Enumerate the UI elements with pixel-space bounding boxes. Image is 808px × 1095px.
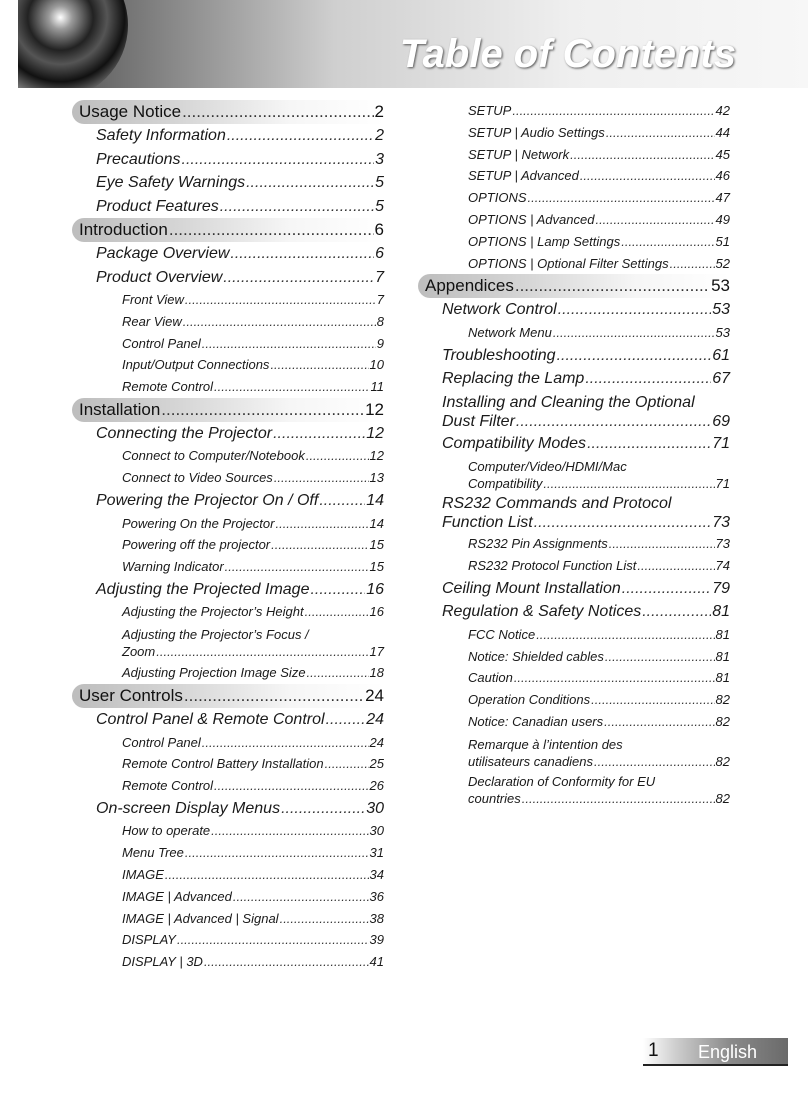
- toc-entry-page: 8: [376, 313, 384, 329]
- toc-entry-page: 16: [369, 604, 384, 620]
- toc-entry-page: 13: [369, 470, 384, 486]
- toc-entry-label: Operation Conditions: [468, 692, 591, 708]
- dot-leader: [528, 187, 715, 209]
- toc-entry-page: 5: [375, 197, 384, 215]
- toc-entry-label-line1: Declaration of Conformity for EU: [468, 773, 656, 789]
- dot-leader: [275, 513, 368, 535]
- toc-entry[interactable]: [72, 354, 384, 376]
- toc-entry-label: Dust Filter: [442, 412, 515, 430]
- toc-entry[interactable]: [418, 689, 730, 711]
- toc-entry[interactable]: [72, 951, 384, 973]
- toc-entry-label: SETUP | Network: [468, 146, 570, 162]
- toc-entry-label: Product Overview: [96, 268, 223, 286]
- dot-leader: [670, 253, 715, 275]
- toc-entry-page: 42: [715, 103, 730, 118]
- toc-entry-page: 30: [369, 823, 384, 839]
- toc-entry-page: 82: [715, 713, 730, 729]
- dot-leader: [169, 218, 374, 242]
- dot-leader: [161, 398, 364, 422]
- toc-entry-page: 31: [369, 845, 384, 861]
- toc-entry[interactable]: [72, 578, 384, 602]
- toc-entry-label: FCC Notice: [468, 626, 536, 642]
- toc-entry-label-line1: Adjusting the Projector’s Focus /: [122, 627, 309, 643]
- dot-leader: [606, 122, 715, 144]
- toc-entry[interactable]: [72, 489, 384, 513]
- toc-entry[interactable]: [418, 298, 730, 322]
- toc-column-left: [72, 100, 384, 973]
- toc-entry-label-line1: RS232 Commands and Protocol: [442, 495, 672, 513]
- dot-leader: [307, 662, 369, 684]
- toc-entry-label: Adjusting the Projected Image: [96, 580, 310, 598]
- toc-entry-page: 3: [375, 150, 384, 168]
- dot-leader: [621, 231, 714, 253]
- toc-entry[interactable]: [72, 820, 384, 842]
- toc-entry[interactable]: [418, 144, 730, 166]
- toc-entry-page: 7: [375, 268, 384, 286]
- toc-entry-page: 81: [715, 648, 730, 664]
- toc-entry-label: IMAGE | Advanced: [122, 888, 232, 904]
- toc-entry-label: DISPLAY: [122, 932, 176, 948]
- toc-entry-page: 36: [369, 888, 384, 904]
- toc-entry-label: Notice: Shielded cables: [468, 648, 604, 664]
- toc-entry-multiline[interactable]: [418, 736, 730, 770]
- toc-entry-page: 14: [366, 492, 384, 510]
- toc-entry-label: Installation: [79, 399, 161, 419]
- toc-entry-page: 7: [376, 292, 384, 307]
- toc-entry[interactable]: [418, 600, 730, 624]
- dot-leader: [280, 908, 369, 930]
- toc-entry-page: 2: [374, 102, 384, 121]
- toc-entry-page: 11: [370, 379, 384, 395]
- dot-leader: [604, 711, 714, 733]
- toc-section[interactable]: [72, 218, 384, 242]
- toc-entry-label: Compatibility Modes: [442, 434, 587, 452]
- toc-entry-page: 53: [712, 301, 730, 319]
- toc-entry-page: 24: [369, 734, 384, 750]
- toc-entry[interactable]: [468, 475, 730, 492]
- dot-leader: [184, 684, 364, 708]
- toc-entry[interactable]: [72, 929, 384, 951]
- toc-entry-label: Remote Control: [122, 379, 214, 395]
- toc-entry[interactable]: [72, 732, 384, 754]
- toc-entry[interactable]: [72, 376, 384, 398]
- toc-entry-label: Package Overview: [96, 245, 230, 262]
- toc-entry[interactable]: [72, 797, 384, 821]
- toc-entry-label: Connect to Computer/Notebook: [122, 448, 305, 464]
- toc-entry-page: 16: [366, 580, 384, 598]
- toc-entry[interactable]: [72, 422, 384, 446]
- toc-entry[interactable]: [418, 577, 730, 601]
- dot-leader: [233, 886, 369, 908]
- toc-entry-page: 82: [715, 692, 730, 708]
- toc-entry-page: 5: [375, 174, 384, 191]
- toc-entry-page: 12: [369, 448, 384, 464]
- toc-entry[interactable]: [72, 311, 384, 333]
- toc-entry-label: Powering On the Projector: [122, 515, 275, 531]
- dot-leader: [326, 708, 366, 732]
- toc-entry-multiline[interactable]: [418, 458, 730, 492]
- toc-entry[interactable]: [72, 266, 384, 290]
- dot-leader: [595, 209, 714, 231]
- dot-leader: [637, 555, 714, 577]
- toc-entry[interactable]: [72, 242, 384, 266]
- toc-section[interactable]: [72, 100, 384, 124]
- toc-entry-page: 25: [369, 756, 384, 772]
- toc-entry[interactable]: [72, 864, 384, 886]
- toc-entry[interactable]: [418, 231, 730, 253]
- toc-entry-label: Menu Tree: [122, 845, 184, 861]
- toc-entry-label: Network Control: [442, 301, 557, 319]
- toc-entry-page: 15: [369, 559, 384, 575]
- toc-entry[interactable]: [72, 753, 384, 775]
- dot-leader: [557, 344, 712, 368]
- toc-entry[interactable]: [72, 289, 384, 311]
- toc-entry[interactable]: [72, 708, 384, 732]
- dot-leader: [220, 195, 374, 219]
- page-number: 1: [648, 1040, 659, 1061]
- toc-entry[interactable]: [72, 195, 384, 219]
- toc-entry-multiline[interactable]: [418, 393, 730, 431]
- dot-leader: [165, 864, 369, 886]
- toc-entry-label: Remote Control: [122, 778, 214, 794]
- toc-entry-label: Connecting the Projector: [96, 424, 273, 442]
- toc-entry[interactable]: [418, 122, 730, 144]
- toc-entry-page: 41: [369, 954, 384, 970]
- dot-leader: [585, 367, 711, 391]
- toc-entry-label: RS232 Pin Assignments: [468, 536, 608, 552]
- toc-entry[interactable]: [418, 165, 730, 187]
- header-banner: [18, 0, 808, 88]
- dot-leader: [609, 533, 715, 555]
- toc-entry-label: Control Panel: [122, 734, 201, 750]
- toc-section[interactable]: [72, 398, 384, 422]
- toc-entry-label: Input/Output Connections: [122, 357, 270, 373]
- dot-leader: [512, 100, 714, 122]
- toc-entry[interactable]: [72, 886, 384, 908]
- dot-leader: [225, 556, 369, 578]
- toc-entry-label-line1: Computer/Video/HDMI/Mac: [468, 459, 627, 475]
- toc-entry[interactable]: [418, 367, 730, 391]
- toc-entry[interactable]: [72, 171, 384, 195]
- toc-entry-label: Rear View: [122, 313, 182, 329]
- toc-entry-page: 81: [712, 603, 730, 621]
- toc-entry-page: 26: [369, 778, 384, 794]
- toc-entry-page: 73: [715, 536, 730, 552]
- toc-entry-page: 71: [712, 434, 730, 452]
- toc-entry-label: Product Features: [96, 197, 219, 215]
- toc-entry[interactable]: [72, 601, 384, 623]
- toc-entry-multiline[interactable]: [418, 773, 730, 807]
- dot-leader: [270, 354, 368, 376]
- toc-entry-page: 46: [715, 168, 730, 184]
- dot-leader: [202, 732, 369, 754]
- dot-leader: [515, 274, 710, 298]
- toc-entry-label: Troubleshooting: [442, 346, 556, 364]
- toc-entry-label: OPTIONS | Optional Filter Settings: [468, 255, 669, 271]
- lens-graphic: [18, 0, 128, 88]
- toc-entry-label: Introduction: [79, 220, 168, 239]
- toc-entry-label: On-screen Display Menus: [96, 799, 281, 817]
- toc-entry[interactable]: [418, 646, 730, 668]
- dot-leader: [177, 929, 369, 951]
- toc-entry-page: 44: [715, 124, 730, 140]
- toc-entry[interactable]: [72, 908, 384, 930]
- toc-entry-label: Network Menu: [468, 324, 552, 340]
- toc-entry[interactable]: [72, 842, 384, 864]
- dot-leader: [534, 513, 711, 532]
- toc-entry-page: 53: [715, 324, 730, 340]
- toc-entry[interactable]: [418, 187, 730, 209]
- toc-entry[interactable]: [468, 790, 730, 807]
- toc-entry-page: 49: [715, 211, 730, 227]
- toc-entry-label: OPTIONS | Advanced: [468, 211, 595, 227]
- toc-entry-page: 81: [715, 626, 730, 642]
- toc-entry-page: 47: [715, 190, 730, 206]
- dot-leader: [536, 624, 714, 646]
- toc-entry[interactable]: [72, 556, 384, 578]
- dot-leader: [570, 144, 714, 166]
- toc-entry-label: SETUP | Audio Settings: [468, 124, 605, 140]
- dot-leader: [319, 489, 365, 513]
- dot-leader: [516, 412, 711, 431]
- dot-leader: [310, 578, 365, 602]
- toc-entry[interactable]: [72, 775, 384, 797]
- toc-column-right: [418, 100, 730, 809]
- toc-entry-page: 73: [712, 514, 730, 532]
- toc-entry-label-line1: Remarque à l’intention des: [468, 736, 623, 752]
- toc-entry[interactable]: [72, 534, 384, 556]
- toc-entry[interactable]: [468, 753, 730, 770]
- toc-entry-label-line1: Installing and Cleaning the Optional: [442, 393, 695, 411]
- toc-entry-label: Adjusting Projection Image Size: [122, 665, 306, 681]
- toc-entry-label: Compatibility: [468, 476, 543, 492]
- toc-entry[interactable]: [72, 148, 384, 172]
- toc-entry-page: 6: [375, 245, 384, 262]
- toc-entry-label: countries: [468, 790, 521, 806]
- dot-leader: [271, 534, 368, 556]
- toc-entry[interactable]: [418, 100, 730, 122]
- toc-entry[interactable]: [418, 432, 730, 456]
- dot-leader: [211, 820, 368, 842]
- toc-entry-page: 53: [711, 276, 730, 296]
- dot-leader: [214, 775, 368, 797]
- toc-entry-page: 12: [365, 399, 384, 419]
- toc-entry-page: 12: [366, 424, 384, 442]
- toc-entry[interactable]: [418, 667, 730, 689]
- dot-leader: [185, 842, 369, 864]
- toc-entry-label: OPTIONS: [468, 190, 527, 206]
- dot-leader: [553, 322, 715, 344]
- toc-entry-page: 10: [369, 357, 384, 373]
- toc-entry-page: 17: [369, 644, 384, 660]
- toc-entry-page: 30: [366, 799, 384, 817]
- dot-leader: [558, 298, 712, 322]
- toc-entry-label: Front View: [122, 292, 184, 307]
- toc-entry[interactable]: [418, 533, 730, 555]
- toc-entry[interactable]: [72, 333, 384, 355]
- dot-leader: [594, 753, 715, 770]
- toc-entry-page: 51: [715, 233, 730, 249]
- toc-entry-page: 38: [369, 910, 384, 926]
- toc-entry-page: 34: [369, 867, 384, 883]
- toc-entry-label: Ceiling Mount Installation: [442, 579, 621, 597]
- toc-entry-page: 39: [369, 932, 384, 948]
- toc-entry-label: Remote Control Battery Installation: [122, 756, 324, 772]
- dot-leader: [156, 643, 368, 660]
- dot-leader: [183, 311, 376, 333]
- dot-leader: [580, 165, 715, 187]
- dot-leader: [227, 124, 374, 148]
- toc-entry-label: IMAGE | Advanced | Signal: [122, 910, 279, 926]
- toc-entry-page: 52: [715, 255, 730, 271]
- toc-entry-page: 61: [712, 346, 730, 364]
- toc-entry-label: Safety Information: [96, 127, 226, 144]
- toc-entry-label: SETUP | Advanced: [468, 168, 579, 184]
- dot-leader: [543, 475, 714, 492]
- toc-entry-label: Caution: [468, 670, 513, 686]
- toc-entry[interactable]: [72, 662, 384, 684]
- toc-entry[interactable]: [418, 209, 730, 231]
- toc-entry-label: Notice: Canadian users: [468, 713, 604, 729]
- toc-entry[interactable]: [122, 643, 384, 660]
- toc-entry-label: How to operate: [122, 823, 211, 839]
- dot-leader: [325, 753, 369, 775]
- toc-entry-label: Regulation & Safety Notices: [442, 603, 642, 621]
- dot-leader: [514, 667, 715, 689]
- toc-entry-page: 82: [715, 790, 730, 806]
- dot-leader: [182, 148, 375, 172]
- toc-entry-label: utilisateurs canadiens: [468, 753, 594, 769]
- toc-entry-page: 71: [715, 476, 730, 492]
- footer-rule: [643, 1064, 788, 1066]
- dot-leader: [274, 467, 369, 489]
- toc-entry[interactable]: [418, 555, 730, 577]
- dot-leader: [522, 790, 715, 807]
- dot-leader: [230, 242, 374, 266]
- toc-entry-label: DISPLAY | 3D: [122, 954, 203, 970]
- dot-leader: [622, 577, 711, 601]
- toc-entry[interactable]: [442, 513, 730, 532]
- dot-leader: [185, 289, 376, 311]
- toc-entry[interactable]: [418, 322, 730, 344]
- toc-entry-label: RS232 Protocol Function List: [468, 557, 637, 573]
- toc-entry-page: 79: [712, 579, 730, 597]
- toc-section[interactable]: [72, 684, 384, 708]
- toc-entry-label: Connect to Video Sources: [122, 470, 273, 486]
- toc-entry-page: 81: [715, 670, 730, 686]
- toc-entry-page: 15: [369, 537, 384, 553]
- toc-entry-multiline[interactable]: [72, 626, 384, 660]
- dot-leader: [642, 600, 711, 624]
- toc-entry-page: 74: [715, 557, 730, 573]
- toc-entry-page: 2: [375, 127, 384, 144]
- toc-entry-page: 24: [365, 686, 384, 706]
- toc-entry-page: 24: [366, 711, 384, 729]
- toc-entry-page: 14: [369, 515, 384, 531]
- dot-leader: [281, 797, 365, 821]
- toc-entry-label: Replacing the Lamp: [442, 370, 585, 388]
- toc-entry-page: 45: [715, 146, 730, 162]
- toc-entry-label: Adjusting the Projector’s Height: [122, 604, 304, 620]
- toc-entry-label: Zoom: [122, 644, 156, 660]
- toc-entry-label: Control Panel & Remote Control: [96, 711, 325, 729]
- footer-language: English: [698, 1042, 758, 1062]
- toc-entry[interactable]: [442, 412, 730, 431]
- toc-entry[interactable]: [72, 513, 384, 535]
- toc-entry-label: Eye Safety Warnings: [96, 174, 246, 191]
- toc-entry-page: 82: [715, 753, 730, 769]
- toc-entry-label: Usage Notice: [79, 102, 182, 121]
- dot-leader: [305, 601, 369, 623]
- toc-entry-label: Powering the Projector On / Off: [96, 492, 319, 510]
- toc-entry-page: 69: [712, 412, 730, 430]
- toc-entry-label: Appendices: [425, 276, 514, 296]
- dot-leader: [587, 432, 711, 456]
- toc-entry-multiline[interactable]: [418, 494, 730, 532]
- dot-leader: [306, 445, 369, 467]
- toc-entry-label: IMAGE: [122, 867, 164, 883]
- toc-entry-page: 67: [712, 370, 730, 388]
- dot-leader: [591, 689, 714, 711]
- toc-entry[interactable]: [418, 624, 730, 646]
- toc-entry[interactable]: [418, 344, 730, 368]
- toc-entry-label: OPTIONS | Lamp Settings: [468, 233, 621, 249]
- toc-entry[interactable]: [72, 124, 384, 148]
- toc-entry-page: 6: [374, 220, 384, 239]
- toc-entry-label: Control Panel: [122, 335, 201, 351]
- toc-entry-label: SETUP: [468, 103, 512, 118]
- dot-leader: [605, 646, 715, 668]
- toc-entry[interactable]: [418, 711, 730, 733]
- dot-leader: [202, 333, 376, 355]
- toc-entry-label: Powering off the projector: [122, 537, 271, 553]
- toc-entry[interactable]: [72, 445, 384, 467]
- toc-entry-page: 18: [369, 665, 384, 681]
- toc-entry-label: User Controls: [79, 686, 183, 706]
- page-title: Table of Contents: [399, 32, 736, 76]
- toc-entry[interactable]: [418, 253, 730, 275]
- toc-entry-label: Warning Indicator: [122, 559, 224, 575]
- dot-leader: [214, 376, 369, 398]
- toc-section[interactable]: [418, 274, 730, 298]
- toc-entry-label: Function List: [442, 514, 533, 532]
- toc-entry-page: 9: [376, 335, 384, 351]
- dot-leader: [182, 100, 373, 124]
- dot-leader: [273, 422, 365, 446]
- dot-leader: [246, 171, 374, 195]
- toc-entry[interactable]: [72, 467, 384, 489]
- toc-entry-label: Precautions: [96, 150, 181, 168]
- dot-leader: [223, 266, 374, 290]
- dot-leader: [204, 951, 369, 973]
